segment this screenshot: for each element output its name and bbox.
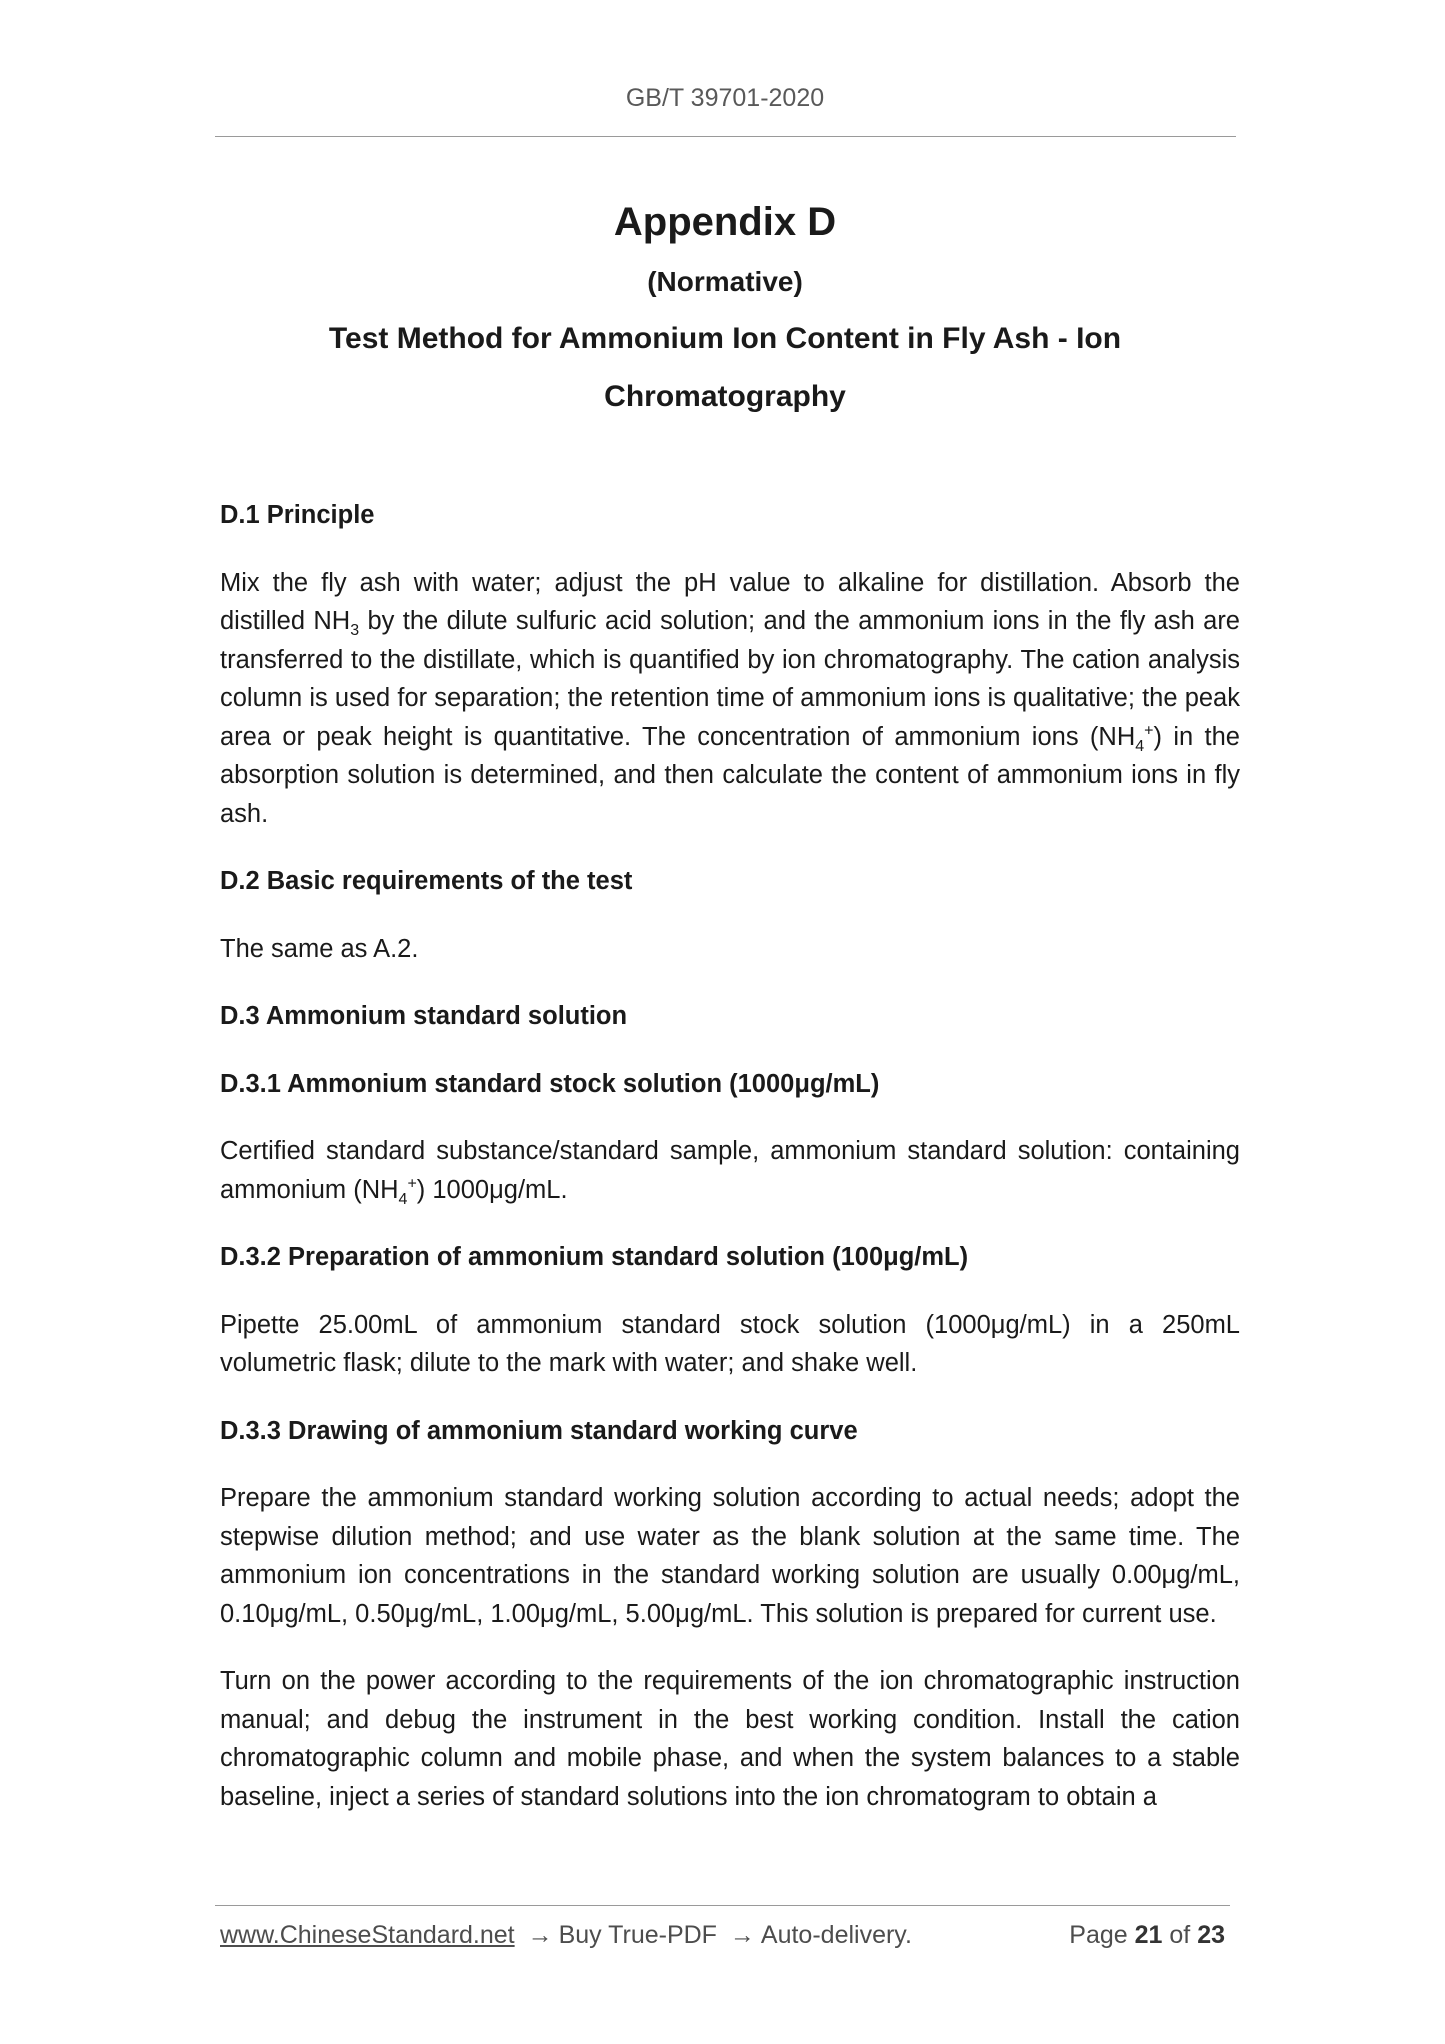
page-current: 21 xyxy=(1134,1921,1163,1949)
d1-subscript: 3 xyxy=(350,622,360,640)
section-text-d2: The same as A.2. xyxy=(220,934,419,963)
footer-divider xyxy=(215,1905,1230,1906)
auto-delivery-text: Auto-delivery. xyxy=(760,1921,912,1949)
section-text-d33-1: Prepare the ammonium standard working solution according to actual needs; adopt the stepwise dilution method; and use water as the blank solution at the same time. The ammonium ion concentrations in the standard working solution are usually 0.00μg/mL, 0.10μg/mL, 0.50μg/mL, 1.00μg/mL, 5.00μg/mL. This solution is prepared for current use. xyxy=(220,1484,1240,1628)
page-footer xyxy=(220,1921,1230,1961)
section-heading-d1: D.1 Principle xyxy=(220,501,375,529)
arrow-right-icon: → xyxy=(729,1921,755,1949)
d31-text-b: ) 1000μg/mL. xyxy=(416,1175,568,1204)
section-text-d31 xyxy=(220,1132,1240,1209)
appendix-type: (Normative) xyxy=(647,266,803,297)
page-label: Page xyxy=(1069,1921,1128,1949)
section-text-d32: Pipette 25.00mL of ammonium standard stock solution (1000μg/mL) in a 250mL volumetric flask; dilute to the mark with water; and shake well. xyxy=(220,1310,1240,1377)
section-heading-d33: D.3.3 Drawing of ammonium standard working curve xyxy=(220,1416,858,1445)
header-divider xyxy=(215,136,1236,137)
d31-text-a: Certified standard substance/standard sample, ammonium standard solution: containing ammonium (NH xyxy=(220,1137,1240,1204)
d1-superscript: + xyxy=(1144,722,1154,739)
arrow-right-icon: → xyxy=(527,1921,553,1949)
document-body xyxy=(220,496,1240,1816)
d1-text-a: Mix the fly ash with water; adjust the pH value to alkaline for distillation. Absorb the distilled NH xyxy=(220,568,1240,635)
section-heading-d3: D.3 Ammonium standard solution xyxy=(220,1002,628,1030)
d1-text-b: by the dilute sulfuric acid solution; and the ammonium ions in the fly ash are transferred to the distillate, which is quantified by ion chromatography. The cation analysis column is used for separation; the retention time of ammonium ions is qualitative; the peak area or peak height is quantitative. The concentration of ammonium ions (NH xyxy=(220,607,1240,751)
section-heading-d31: D.3.1 Ammonium standard stock solution (1000μg/mL) xyxy=(220,1069,880,1098)
page-number xyxy=(1069,1921,1225,1950)
d31-superscript: + xyxy=(407,1175,417,1192)
title-block xyxy=(215,190,1235,426)
section-heading-d2: D.2 Basic requirements of the test xyxy=(220,867,633,895)
section-text-d1 xyxy=(220,564,1240,834)
appendix-title: Appendix D xyxy=(613,200,837,244)
page-total: 23 xyxy=(1197,1921,1225,1949)
d1-text-c: ) in the absorption solution is determined, and then calculate the content of ammonium ions in fly ash. xyxy=(220,722,1240,828)
section-text-d33-2: Turn on the power according to the requirements of the ion chromatographic instruction manual; and debug the instrument in the best working condition. Install the cation chromatographic column and mobile phase, and when the system balances to a stable baseline, inject a series of standard solutions into the ion chromatogram to obtain a xyxy=(220,1667,1240,1811)
appendix-main-title: Test Method for Ammonium Ion Content in Fly Ash - Ion Chromatography xyxy=(328,322,1122,413)
of-label: of xyxy=(1169,1921,1191,1949)
d31-subscript: 4 xyxy=(398,1190,408,1208)
section-heading-d32: D.3.2 Preparation of ammonium standard solution (100μg/mL) xyxy=(220,1243,969,1271)
website-link[interactable]: www.ChineseStandard.net xyxy=(220,1921,515,1949)
page-header: GB/T 39701-2020 xyxy=(625,84,825,112)
d1-subscript-2: 4 xyxy=(1135,737,1145,755)
buy-pdf-text: Buy True-PDF xyxy=(558,1921,717,1949)
